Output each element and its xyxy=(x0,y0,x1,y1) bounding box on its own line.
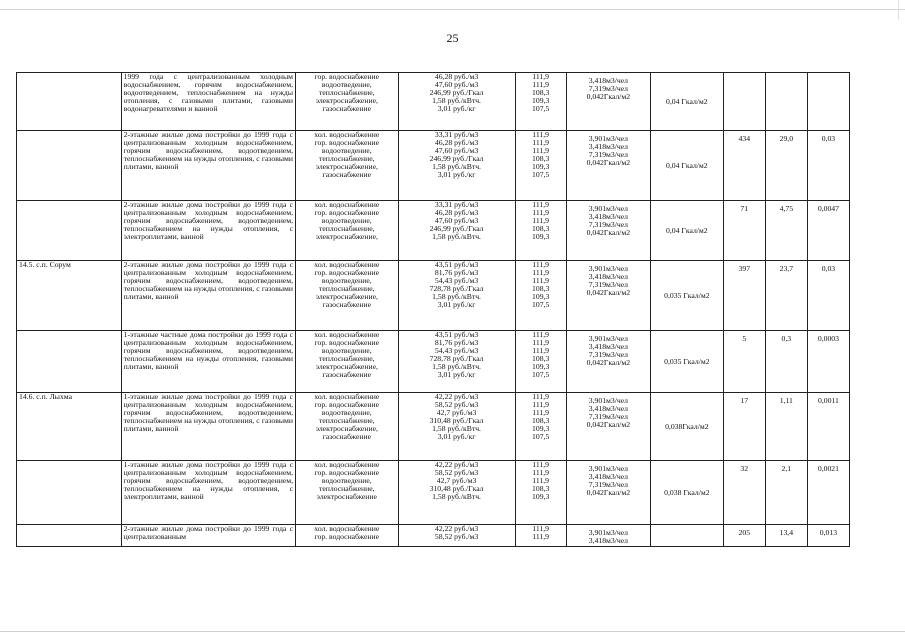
index-line: 111,9 xyxy=(532,146,550,155)
services-cell xyxy=(296,73,399,131)
index-line: 108,3 xyxy=(532,484,550,493)
value3-cell xyxy=(807,201,849,261)
value1-cell xyxy=(723,461,765,525)
v1-value: 17 xyxy=(740,396,749,405)
norms-line: 3,418м3/чел xyxy=(588,142,628,151)
index-line: 108,3 xyxy=(532,284,550,293)
tariffs-line: 3,01 руб./кг xyxy=(437,170,476,179)
norms-line: 3,418м3/чел xyxy=(588,342,628,351)
index-line: 111,9 xyxy=(532,468,550,477)
tariffs-line: 246,99 руб./Гкал xyxy=(429,154,484,163)
norms-line: 7,319м3/чел xyxy=(588,280,628,289)
page-number: 25 xyxy=(446,31,459,45)
index-line: 109,3 xyxy=(532,162,550,171)
tariffs-cell xyxy=(398,393,515,461)
v3-value: 0,0011 xyxy=(817,396,839,405)
v2-value: 2,1 xyxy=(781,464,792,473)
services-line: теплоснабжение, xyxy=(319,224,375,233)
tariffs-line: 54,43 руб./м3 xyxy=(434,346,479,355)
value3-cell xyxy=(807,461,849,525)
v3-value: 0,0003 xyxy=(817,334,839,343)
norms-line: 0,042Гкал/м2 xyxy=(586,288,631,297)
services-line: водоотведение, xyxy=(321,276,372,285)
services-cell xyxy=(296,393,399,461)
tariffs-cell xyxy=(398,131,515,201)
tariffs-line: 42,7 руб./м3 xyxy=(436,476,477,485)
index-line: 111,9 xyxy=(532,392,550,401)
heat-norm-cell xyxy=(650,331,723,393)
value3-cell xyxy=(807,73,849,131)
norms-line: 3,901м3/чел xyxy=(588,396,628,405)
services-line: электроснабжение, xyxy=(315,162,378,171)
heat-norm-cell xyxy=(650,461,723,525)
settlement-cell xyxy=(17,261,122,331)
value1-cell xyxy=(723,131,765,201)
tariffs-line: 54,43 руб./м3 xyxy=(434,276,479,285)
tariffs-line: 1,58 руб./кВтч. xyxy=(432,232,481,241)
services-line: газоснабжение xyxy=(322,170,372,179)
services-line: электроснабжение, xyxy=(315,292,378,301)
v3-value: 0,0021 xyxy=(817,464,839,473)
description-line: 1-этажные жилые дома постройки до 1999 года с централизованным холодным водоснабжением, горячим водоснабжением, водоотведением, теплоснабжением на нужды отопления, с газовыми плитами, ванной xyxy=(123,392,294,433)
tariffs-cell xyxy=(398,461,515,525)
norms-line: 0,042Гкал/м2 xyxy=(586,488,631,497)
description-cell xyxy=(121,131,295,201)
v2-value: 1,11 xyxy=(779,396,793,405)
index-line: 111,9 xyxy=(532,330,550,339)
description-line: 1-этажные частные дома постройки до 1999 года с централизованным холодным водоснабжением, горячим водоснабжением, водоотведением, теплоснабжением на нужды отопления, газовыми плитами, ванной xyxy=(123,330,294,371)
index-line: 109,3 xyxy=(532,232,550,241)
services-line: гор. водоснабжение xyxy=(314,532,380,541)
heat-norm-cell xyxy=(650,261,723,331)
norms-line: 3,418м3/чел xyxy=(588,404,628,413)
norms-line: 3,418м3/чел xyxy=(588,536,628,545)
description-cell xyxy=(121,461,295,525)
heat-norm-cell xyxy=(650,73,723,131)
services-line: газоснабжение xyxy=(322,370,372,379)
index-line: 111,9 xyxy=(532,408,550,417)
v1-value: 32 xyxy=(740,464,749,473)
tariffs-line: 246,99 руб./Гкал xyxy=(429,224,484,233)
heat-value: 0,035 Гкал/м2 xyxy=(664,290,710,300)
description-line: 1999 года с централизованным холодным водоснабжением, горячим водоснабжением, водоотведением, теплоснабжением на нужды отопления, с газовыми плитами, газовыми водонагревателями и ванной xyxy=(123,72,294,113)
tariffs-line: 310,48 руб./Гкал xyxy=(429,484,484,493)
index-line: 111,9 xyxy=(532,276,550,285)
index-line: 111,9 xyxy=(532,532,550,541)
heat-norm-cell xyxy=(650,525,723,547)
tariffs-line: 47,60 руб./м3 xyxy=(434,146,479,155)
index-line: 111,9 xyxy=(532,216,550,225)
tariff-table-body xyxy=(17,73,850,547)
settlement-cell xyxy=(17,131,122,201)
services-line: водоотведение, xyxy=(321,216,372,225)
value1-cell xyxy=(723,73,765,131)
settlement-cell xyxy=(17,73,122,131)
index-line: 111,9 xyxy=(532,346,550,355)
tariffs-line: 33,31 руб./м3 xyxy=(434,200,479,209)
index-line: 108,3 xyxy=(532,354,550,363)
tariffs-line: 728,78 руб./Гкал xyxy=(429,354,484,363)
index-line: 111,9 xyxy=(532,130,550,139)
tariffs-line: 42,22 руб./м3 xyxy=(434,392,479,401)
norms-line: 7,319м3/чел xyxy=(588,480,628,489)
index-line: 111,9 xyxy=(532,476,550,485)
index-line: 109,3 xyxy=(532,424,550,433)
index-cell xyxy=(515,525,566,547)
tariffs-line: 1,58 руб./кВтч. xyxy=(432,362,481,371)
description-line: 2-этажные жилые дома постройки до 1999 года с централизованным холодным водоснабжением, горячим водоснабжением, водоотведением, теплоснабжением на нужды отопления, с газовыми плитами, ванной xyxy=(123,130,294,171)
value1-cell xyxy=(723,261,765,331)
services-line: теплоснабжение, xyxy=(319,484,375,493)
scan-bottom-edge xyxy=(0,631,905,632)
tariffs-line: 46,28 руб./м3 xyxy=(434,138,479,147)
table-row xyxy=(17,331,850,393)
services-line: гор. водоснабжение xyxy=(314,138,380,147)
services-line: гор. водоснабжение xyxy=(314,338,380,347)
v3-value: 0,0047 xyxy=(817,204,839,213)
v1-value: 205 xyxy=(738,528,751,537)
heat-value: 0,038Гкал/м2 xyxy=(665,421,709,431)
norms-line: 0,042Гкал/м2 xyxy=(586,420,631,429)
tariffs-cell xyxy=(398,525,515,547)
services-line: электроснабжение, xyxy=(315,424,378,433)
services-cell xyxy=(296,261,399,331)
index-cell xyxy=(515,261,566,331)
index-line: 111,9 xyxy=(532,80,550,89)
tariffs-line: 3,01 руб./кг xyxy=(437,370,476,379)
norms-line: 3,901м3/чел xyxy=(588,204,628,213)
tariffs-line: 246,99 руб./Гкал xyxy=(429,88,484,97)
table-row xyxy=(17,461,850,525)
tariffs-line: 43,51 руб./м3 xyxy=(434,330,479,339)
services-line: теплоснабжение, xyxy=(319,154,375,163)
tariffs-line: 1,58 руб./кВтч. xyxy=(432,292,481,301)
norms-line: 3,418м3/чел xyxy=(588,472,628,481)
v3-value: 0,013 xyxy=(819,528,838,537)
index-line: 111,9 xyxy=(532,338,550,347)
index-line: 111,9 xyxy=(532,268,550,277)
services-line: газоснабжение xyxy=(322,432,372,441)
tariffs-line: 81,76 руб./м3 xyxy=(434,268,479,277)
norms-line: 7,319м3/чел xyxy=(588,84,628,93)
services-line: хол. водоснабжение xyxy=(314,392,380,401)
norms-cell xyxy=(566,393,650,461)
services-line: хол. водоснабжение xyxy=(314,260,380,269)
value3-cell xyxy=(807,331,849,393)
norms-line: 7,319м3/чел xyxy=(588,220,628,229)
services-line: гор. водоснабжение xyxy=(314,400,380,409)
services-cell xyxy=(296,131,399,201)
value1-cell xyxy=(723,201,765,261)
services-line: гор. водоснабжение xyxy=(314,468,380,477)
services-line: водоотведение, xyxy=(321,408,372,417)
norms-cell xyxy=(566,261,650,331)
table-row xyxy=(17,201,850,261)
description-cell xyxy=(121,331,295,393)
services-line: теплоснабжение, xyxy=(319,354,375,363)
norms-cell xyxy=(566,525,650,547)
tariffs-line: 1,58 руб./кВтч. xyxy=(432,492,481,501)
index-line: 109,3 xyxy=(532,292,550,301)
scan-top-edge xyxy=(0,9,905,10)
value2-cell xyxy=(765,73,807,131)
tariffs-line: 42,7 руб./м3 xyxy=(436,408,477,417)
norms-cell xyxy=(566,331,650,393)
services-line: гор. водоснабжение xyxy=(314,72,380,81)
value3-cell xyxy=(807,261,849,331)
norms-line: 7,319м3/чел xyxy=(588,412,628,421)
index-line: 111,9 xyxy=(532,138,550,147)
v1-value: 71 xyxy=(740,204,749,213)
value2-cell xyxy=(765,461,807,525)
settlement-cell xyxy=(17,461,122,525)
norms-line: 3,901м3/чел xyxy=(588,334,628,343)
services-line: гор. водоснабжение xyxy=(314,208,380,217)
services-line: хол. водоснабжение xyxy=(314,460,380,469)
norms-cell xyxy=(566,461,650,525)
services-line: газоснабжение xyxy=(322,104,372,113)
value2-cell xyxy=(765,261,807,331)
index-line: 107,5 xyxy=(532,300,550,309)
services-cell xyxy=(296,461,399,525)
tariffs-line: 310,48 руб./Гкал xyxy=(429,416,484,425)
description-line: 2-этажные жилые дома постройки до 1999 года с централизованным холодным водоснабжением, горячим водоснабжением, водоотведением, теплоснабжением на нужды отопления, с электроплитами, ванной xyxy=(123,200,294,241)
index-line: 109,3 xyxy=(532,492,550,501)
value3-cell xyxy=(807,525,849,547)
value2-cell xyxy=(765,393,807,461)
tariffs-line: 3,01 руб./кг xyxy=(437,300,476,309)
index-line: 111,9 xyxy=(532,200,550,209)
services-line: хол. водоснабжение xyxy=(314,130,380,139)
settlement-cell xyxy=(17,201,122,261)
services-line: водоотведение, xyxy=(321,476,372,485)
value2-cell xyxy=(765,331,807,393)
description-line: 1-этажные жилые дома постройки до 1999 года с централизованным холодным водоснабжением, горячим водоснабжением, водоотведением, теплоснабжением на нужды отопления, с электроплитами, ванной xyxy=(123,460,294,501)
settlement-value: 14.5. с.п. Сорум xyxy=(19,260,71,269)
services-line: хол. водоснабжение xyxy=(314,330,380,339)
v2-value: 0,3 xyxy=(781,334,792,343)
settlement-value: 14.6. с.п. Лыхма xyxy=(19,392,73,401)
index-cell xyxy=(515,393,566,461)
services-line: газоснабжение xyxy=(322,300,372,309)
v2-value: 13,4 xyxy=(779,528,794,537)
norms-line: 3,418м3/чел xyxy=(588,272,628,281)
index-line: 107,5 xyxy=(532,432,550,441)
value2-cell xyxy=(765,201,807,261)
index-line: 111,9 xyxy=(532,460,550,469)
norms-line: 3,901м3/чел xyxy=(588,134,628,143)
table-row xyxy=(17,73,850,131)
services-line: электроснабжение, xyxy=(315,362,378,371)
norms-line: 7,319м3/чел xyxy=(588,150,628,159)
services-line: водоотведение, xyxy=(321,346,372,355)
tariffs-line: 58,52 руб./м3 xyxy=(434,532,479,541)
norms-line: 3,418м3/чел xyxy=(588,212,628,221)
description-cell xyxy=(121,261,295,331)
index-line: 111,9 xyxy=(532,524,550,533)
description-line: 2-этажные жилые дома постройки до 1999 года с централизованным xyxy=(123,524,294,541)
services-line: водоотведение, xyxy=(321,80,372,89)
norms-cell xyxy=(566,73,650,131)
tariffs-line: 42,22 руб./м3 xyxy=(434,524,479,533)
norms-line: 3,901м3/чел xyxy=(588,464,628,473)
tariffs-line: 46,28 руб./м3 xyxy=(434,72,479,81)
tariffs-line: 46,28 руб./м3 xyxy=(434,208,479,217)
index-line: 111,9 xyxy=(532,208,550,217)
services-cell xyxy=(296,201,399,261)
heat-norm-cell xyxy=(650,393,723,461)
services-line: теплоснабжение, xyxy=(319,284,375,293)
v1-value: 5 xyxy=(742,334,747,343)
value1-cell xyxy=(723,393,765,461)
tariffs-line: 1,58 руб./кВтч. xyxy=(432,424,481,433)
settlement-cell xyxy=(17,393,122,461)
v1-value: 397 xyxy=(738,264,751,273)
tariffs-cell xyxy=(398,201,515,261)
index-cell xyxy=(515,331,566,393)
tariffs-line: 1,58 руб./кВтч. xyxy=(432,96,481,105)
services-line: хол. водоснабжение xyxy=(314,200,380,209)
norms-line: 0,042Гкал/м2 xyxy=(586,358,631,367)
tariffs-line: 81,76 руб./м3 xyxy=(434,338,479,347)
tariffs-line: 47,60 руб./м3 xyxy=(434,80,479,89)
value2-cell xyxy=(765,525,807,547)
services-line: теплоснабжение, xyxy=(319,416,375,425)
table-row xyxy=(17,131,850,201)
description-cell xyxy=(121,525,295,547)
value1-cell xyxy=(723,525,765,547)
heat-value: 0,04 Гкал/м2 xyxy=(666,96,708,106)
index-line: 108,3 xyxy=(532,224,550,233)
v2-value: 29,0 xyxy=(779,134,794,143)
description-line: 2-этажные жилые дома постройки до 1999 года с централизованным холодным водоснабжением, горячим водоснабжением, водоотведением, теплоснабжением на нужды отопления, с газовыми плитами, ванной xyxy=(123,260,294,301)
services-line: теплоснабжение, xyxy=(319,88,375,97)
heat-value: 0,04 Гкал/м2 xyxy=(666,225,708,235)
description-cell xyxy=(121,201,295,261)
tariffs-cell xyxy=(398,73,515,131)
table-row xyxy=(17,261,850,331)
index-line: 111,9 xyxy=(532,72,550,81)
tariffs-line: 728,78 руб./Гкал xyxy=(429,284,484,293)
norms-line: 0,042Гкал/м2 xyxy=(586,92,631,101)
index-line: 111,9 xyxy=(532,400,550,409)
description-cell xyxy=(121,73,295,131)
v3-value: 0,03 xyxy=(821,134,836,143)
table-row xyxy=(17,525,850,547)
index-line: 108,3 xyxy=(532,88,550,97)
index-line: 109,3 xyxy=(532,362,550,371)
index-line: 107,5 xyxy=(532,104,550,113)
index-line: 107,5 xyxy=(532,370,550,379)
services-line: водоотведение, xyxy=(321,146,372,155)
norms-cell xyxy=(566,131,650,201)
heat-value: 0,035 Гкал/м2 xyxy=(664,356,710,366)
v2-value: 4,75 xyxy=(779,204,794,213)
norms-line: 3,901м3/чел xyxy=(588,264,628,273)
scan-corner-mark xyxy=(898,0,899,20)
norms-line: 3,901м3/чел xyxy=(588,528,628,537)
services-line: электроснабжение xyxy=(316,492,377,501)
index-cell xyxy=(515,131,566,201)
index-line: 107,5 xyxy=(532,170,550,179)
table-row xyxy=(17,393,850,461)
norms-line: 0,042Гкал/м2 xyxy=(586,228,631,237)
description-cell xyxy=(121,393,295,461)
tariffs-line: 58,52 руб./м3 xyxy=(434,468,479,477)
v1-value: 434 xyxy=(738,134,751,143)
norms-line: 3,418м3/чел xyxy=(588,76,628,85)
tariffs-line: 33,31 руб./м3 xyxy=(434,130,479,139)
value3-cell xyxy=(807,393,849,461)
tariffs-line: 58,52 руб./м3 xyxy=(434,400,479,409)
index-line: 111,9 xyxy=(532,260,550,269)
index-line: 108,3 xyxy=(532,416,550,425)
settlement-cell xyxy=(17,525,122,547)
heat-norm-cell xyxy=(650,201,723,261)
tariffs-cell xyxy=(398,261,515,331)
tariffs-line: 43,51 руб./м3 xyxy=(434,260,479,269)
index-line: 109,3 xyxy=(532,96,550,105)
services-line: электроснабжение, xyxy=(315,96,378,105)
services-line: электроснабжение, xyxy=(315,232,378,241)
tariffs-line: 3,01 руб./кг xyxy=(437,432,476,441)
index-cell xyxy=(515,461,566,525)
tariffs-cell xyxy=(398,331,515,393)
services-line: хол. водоснабжение xyxy=(314,524,380,533)
index-cell xyxy=(515,201,566,261)
v3-value: 0,03 xyxy=(821,264,836,273)
norms-line: 7,319м3/чел xyxy=(588,350,628,359)
heat-norm-cell xyxy=(650,131,723,201)
tariffs-line: 3,01 руб./кг xyxy=(437,104,476,113)
index-line: 108,3 xyxy=(532,154,550,163)
value3-cell xyxy=(807,131,849,201)
value1-cell xyxy=(723,331,765,393)
value2-cell xyxy=(765,131,807,201)
settlement-cell xyxy=(17,331,122,393)
tariffs-line: 47,60 руб./м3 xyxy=(434,216,479,225)
services-cell xyxy=(296,331,399,393)
norms-line: 0,042Гкал/м2 xyxy=(586,158,631,167)
index-cell xyxy=(515,73,566,131)
v2-value: 23,7 xyxy=(779,264,794,273)
services-line: гор. водоснабжение xyxy=(314,268,380,277)
heat-value: 0,04 Гкал/м2 xyxy=(666,160,708,170)
services-cell xyxy=(296,525,399,547)
norms-cell xyxy=(566,201,650,261)
tariffs-line: 1,58 руб./кВтч. xyxy=(432,162,481,171)
tariffs-line: 42,22 руб./м3 xyxy=(434,460,479,469)
tariff-table xyxy=(16,72,850,547)
heat-value: 0,038 Гкал/м2 xyxy=(664,487,710,497)
